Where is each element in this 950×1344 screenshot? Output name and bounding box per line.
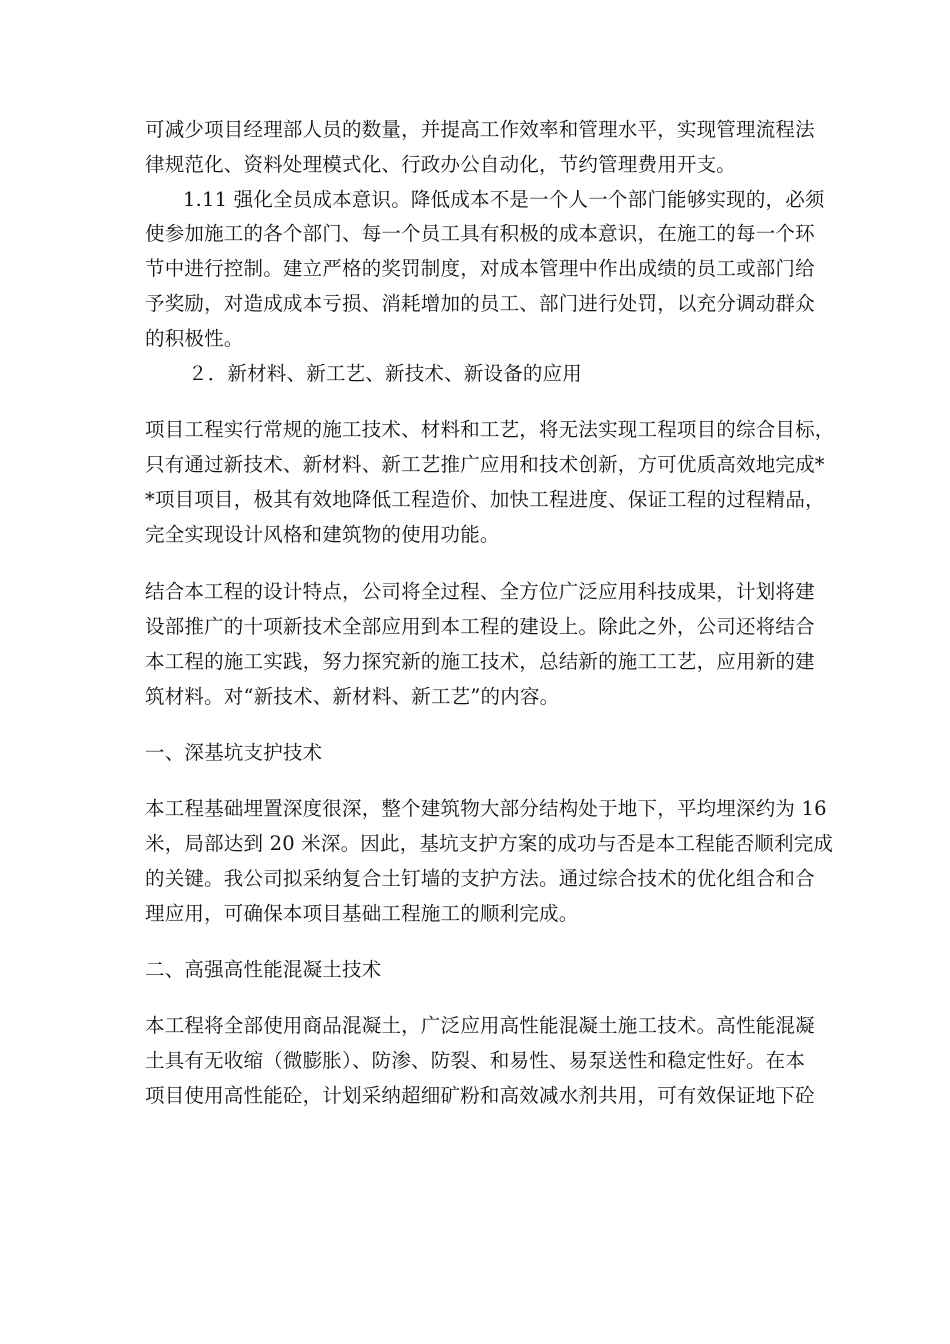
text-line: 予奖励，对造成成本亏损、消耗增加的员工、部门进行处罚，以充分调动群众	[145, 292, 815, 315]
text-line: 结合本工程的设计特点，公司将全过程、全方位广泛应用科技成果，计划将建	[145, 580, 815, 603]
text-line: 设部推广的十项新技术全部应用到本工程的建设上。除此之外，公司还将结合	[145, 615, 815, 638]
text-line: 使参加施工的各个部门、每一个员工具有积极的成本意识，在施工的每一个环	[145, 222, 815, 245]
text-line: 律规范化、资料处理模式化、行政办公自动化，节约管理费用开支。	[145, 153, 737, 176]
subsection-heading: 一、深基坑支护技术	[145, 741, 323, 764]
text-line: 的关键。我公司拟采纳复合土钉墙的支护方法。通过综合技术的优化组合和合	[145, 867, 815, 890]
text-line: 的积极性。	[145, 327, 244, 350]
text-line: 本工程的施工实践，努力探究新的施工技术，总结新的施工工艺，应用新的建	[145, 650, 815, 673]
text-line: 完全实现设计风格和建筑物的使用功能。	[145, 523, 500, 546]
text-line: 筑材料。对“新技术、新材料、新工艺”的内容。	[145, 685, 560, 708]
text-line: 项目使用高性能砼，计划采纳超细矿粉和高效减水剂共用，可有效保证地下砼	[145, 1084, 815, 1107]
section-heading: ２．新材料、新工艺、新技术、新设备的应用	[188, 362, 583, 385]
text-line: 项目工程实行常规的施工技术、材料和工艺，将无法实现工程项目的综合目标，	[145, 418, 835, 441]
text-line: 土具有无收缩（微膨胀）、防渗、防裂、和易性、易泵送性和稳定性好。在本	[145, 1049, 806, 1072]
text-line: 本工程将全部使用商品混凝土，广泛应用高性能混凝土施工技术。高性能混凝	[145, 1014, 815, 1037]
subsection-heading: 二、高强高性能混凝土技术	[145, 958, 382, 981]
text-line: 节中进行控制。建立严格的奖罚制度，对成本管理中作出成绩的员工或部门给	[145, 257, 815, 280]
text-line: 1.11 强化全员成本意识。降低成本不是一个人一个部门能够实现的，必须	[183, 188, 825, 211]
text-line: 理应用，可确保本项目基础工程施工的顺利完成。	[145, 902, 579, 925]
text-line: 可减少项目经理部人员的数量，并提高工作效率和管理水平，实现管理流程法	[145, 118, 815, 141]
text-line: 米，局部达到 20 米深。因此，基坑支护方案的成功与否是本工程能否顺利完成	[145, 832, 834, 855]
text-line: *项目项目，极其有效地降低工程造价、加快工程进度、保证工程的过程精品，	[145, 488, 825, 511]
text-line: 只有通过新技术、新材料、新工艺推广应用和技术创新，方可优质高效地完成*	[145, 453, 825, 476]
text-line: 本工程基础埋置深度很深，整个建筑物大部分结构处于地下，平均埋深约为 16	[145, 797, 827, 820]
